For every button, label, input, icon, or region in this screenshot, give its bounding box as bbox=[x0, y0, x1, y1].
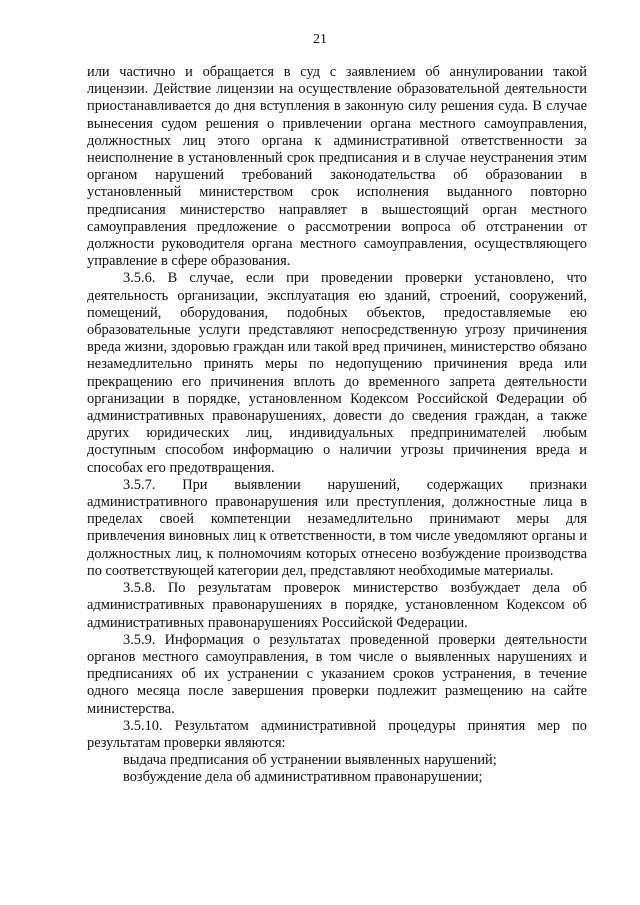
list-item: возбуждение дела об административном правонарушении; bbox=[123, 769, 483, 786]
paragraph-3-5-9: 3.5.9. Информация о результатах проведенной проверки деятельности органов местного самоуправления, в том числе о выявленных нарушениях и предписаниях об их устранении с указанием сроков устранения, в течение одного месяца после завершения проверки подлежит размещению на сайте министерства. bbox=[87, 631, 587, 717]
paragraph-3-5-6: 3.5.6. В случае, если при проведении проверки установлено, что деятельность организации, эксплуатация ею зданий, строений, сооружений, помещений, оборудования, подобных объектов, предоставляемые ею образовательные услуги представляют непосредственную угрозу причинения вреда жизни, здоровью граждан или такой вред причинен, министерство обязано незамедлительно принять меры по недопущению причинения вреда или прекращению его причинения вплоть до временного запрета деятельности организации в порядке, установленном Кодексом Российской Федерации об административных правонарушениях, довести до сведения граждан, а также других юридических лиц, индивидуальных предпринимателей любым доступным способом информацию о наличии угрозы причинения вреда и способах его предотвращения. bbox=[87, 270, 587, 476]
paragraph-3-5-7: 3.5.7. При выявлении нарушений, содержащих признаки административного правонарушения или преступления, должностные лица в пределах своей компетенции незамедлительно принимают меры для привлечения виновных лиц к ответственности, в том числе уведомляют органы и должностных лиц, к полномочиям которых отнесено возбуждение производства по соответствующей категории дел, представляют необходимые материалы. bbox=[87, 476, 587, 579]
paragraph-continuation: или частично и обращается в суд с заявлением об аннулировании такой лицензии. Действие лицензии на осуществление образовательной деятельности приостанавливается до дня вступления в законную силу решения суда. В случае вынесения судом решения о привлечении органа местного самоуправления, должностных лиц этого органа к административной ответственности за неисполнение в установленный срок предписания и в случае неустранения этим органом нарушений требований законодательства об образовании в установленный министерством срок исполнения выданного повторно предписания министерство направляет в вышестоящий орган местного самоуправления предложение о рассмотрении вопроса об отстранении от должности руководителя органа местного самоуправления, осуществляющего управление в сфере образования. bbox=[87, 64, 587, 270]
paragraph-3-5-8: 3.5.8. По результатам проверок министерство возбуждает дела об административных правонарушениях в порядке, установленном Кодексом об административных правонарушениях Российской Федерации. bbox=[87, 580, 587, 631]
paragraph-3-5-10: 3.5.10. Результатом административной процедуры принятия мер по результатам проверки являются: bbox=[87, 717, 587, 751]
page-number: 21 bbox=[313, 32, 327, 47]
document-body bbox=[87, 64, 587, 787]
list-item: выдача предписания об устранении выявленных нарушений; bbox=[123, 752, 497, 769]
